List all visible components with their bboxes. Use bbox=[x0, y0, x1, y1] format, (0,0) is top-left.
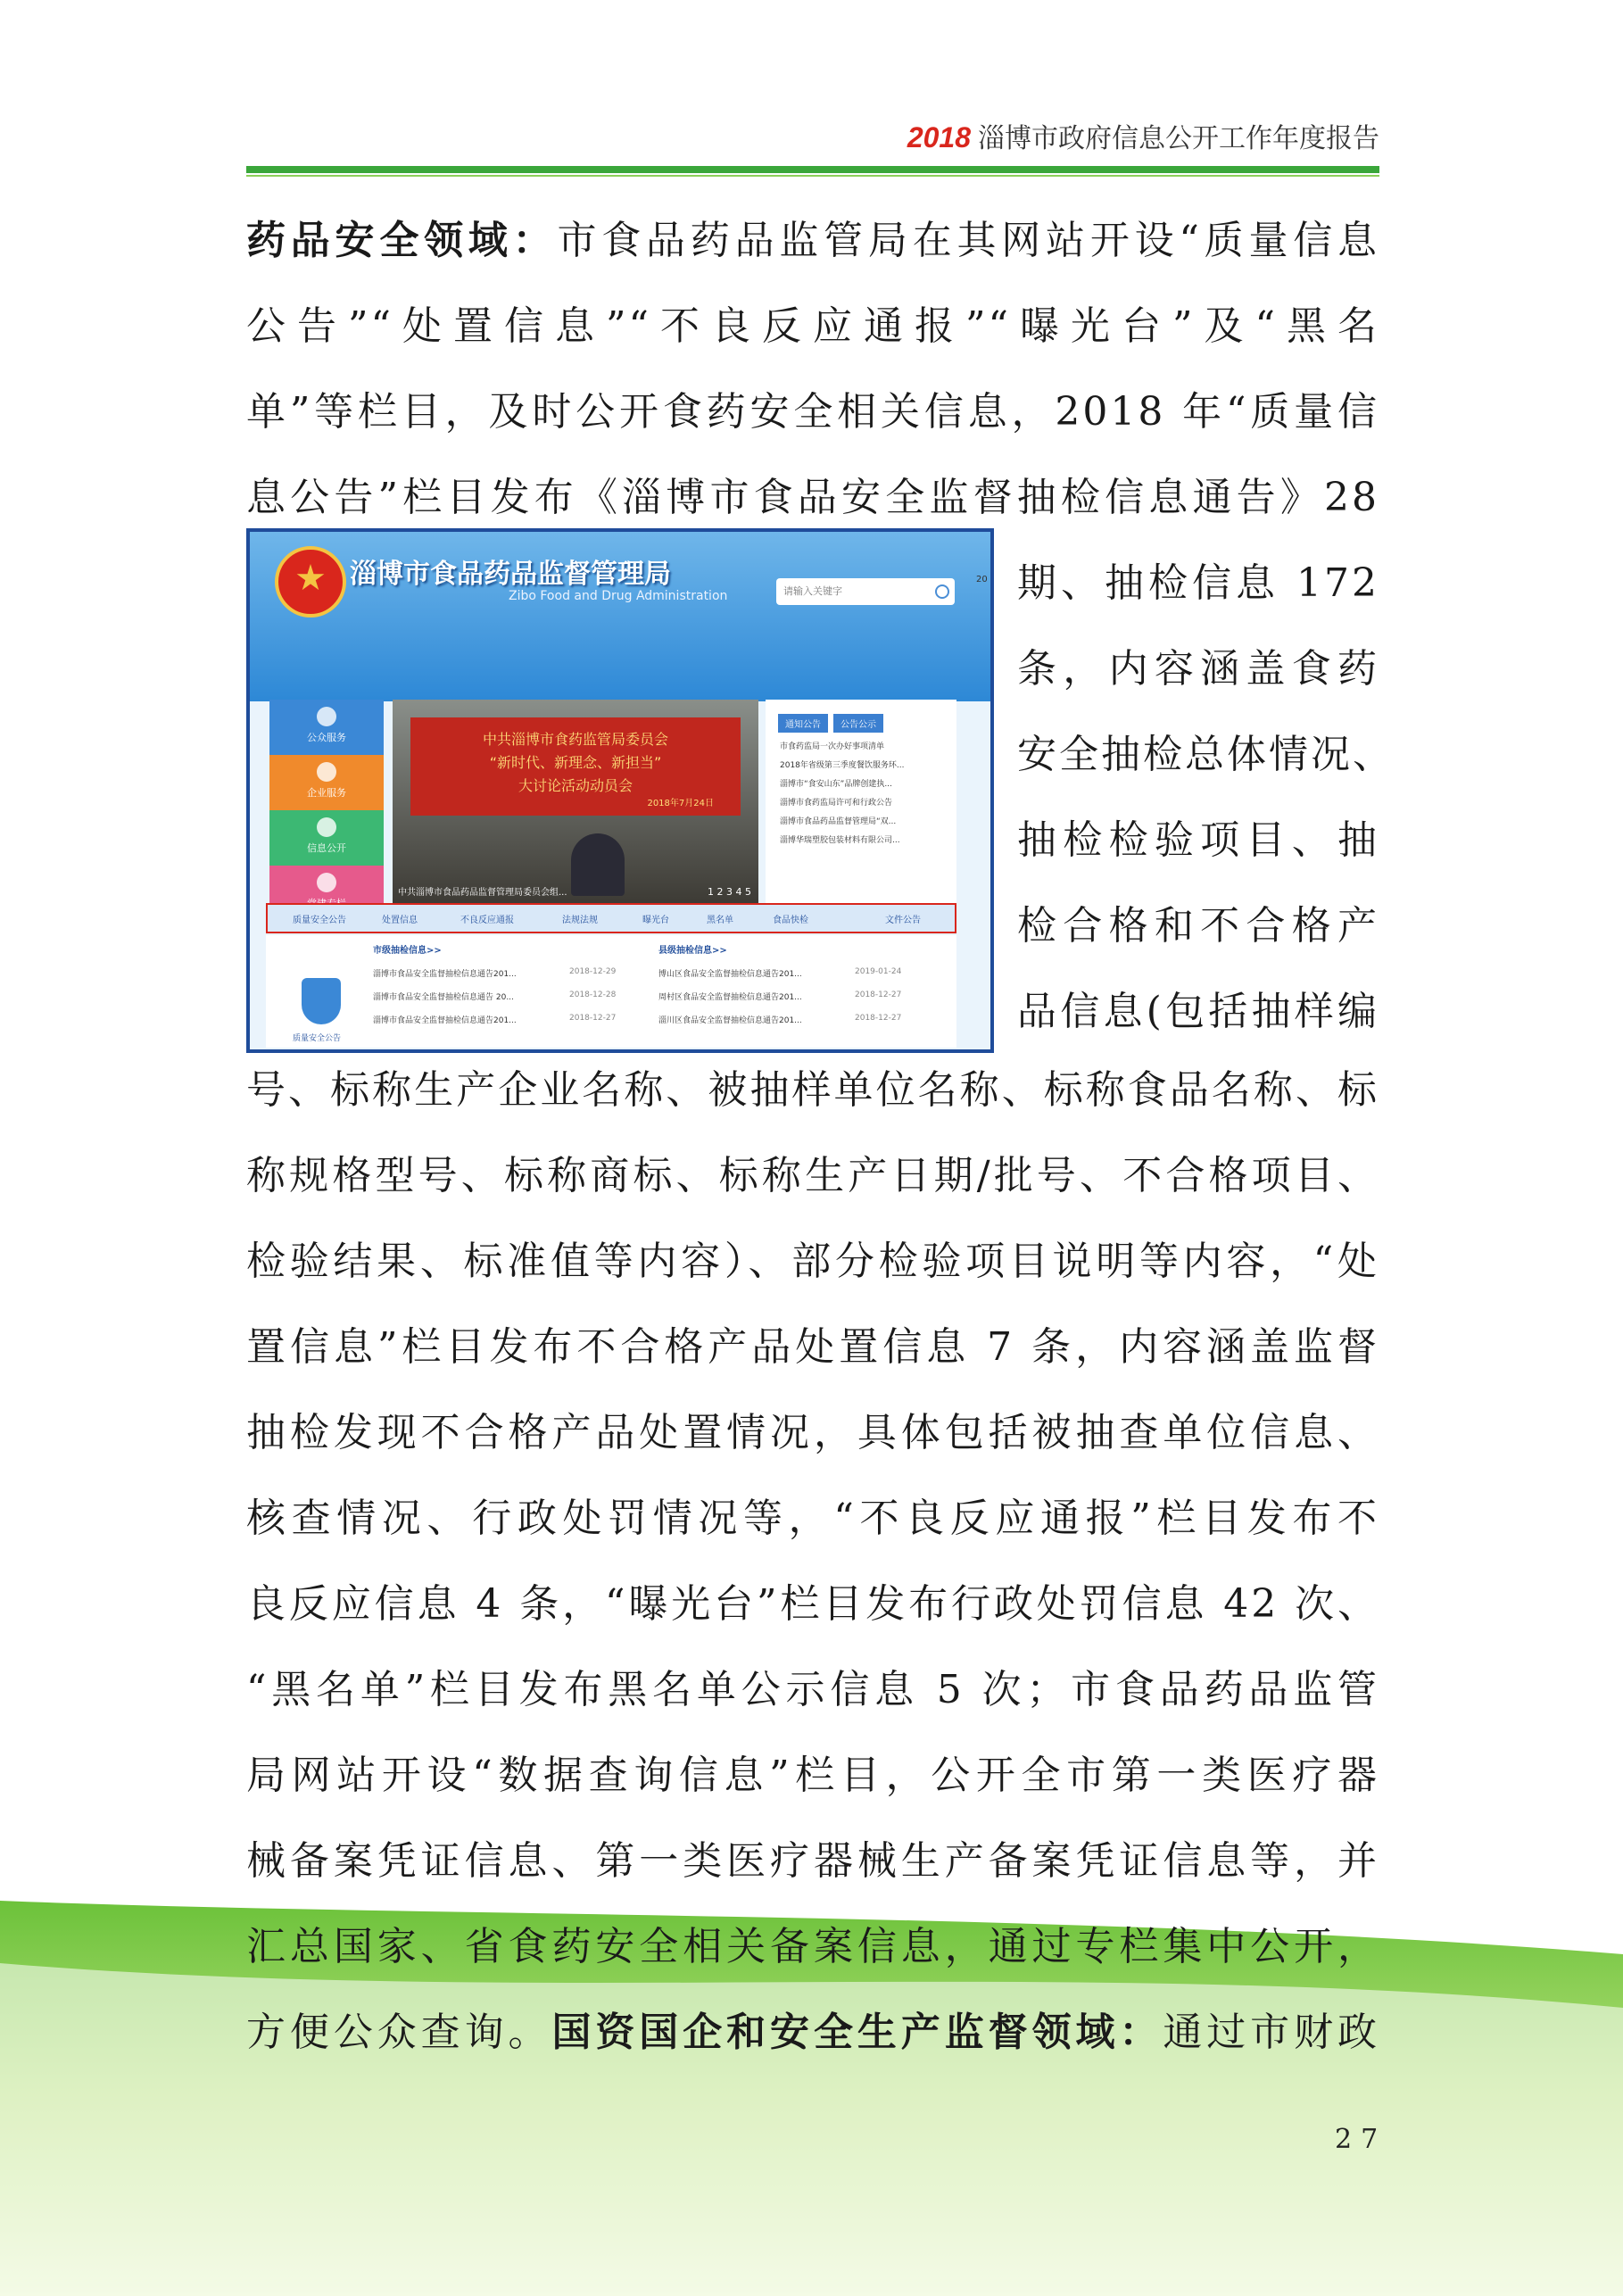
list-item-date: 2018-12-27 bbox=[569, 1014, 617, 1023]
text-line-22-start: 方便公众查询。 bbox=[246, 2010, 552, 2055]
text-line-8: 抽检检验项目、抽 bbox=[1017, 817, 1379, 863]
news-panel bbox=[766, 700, 956, 903]
text-line-6: 条，内容涵盖食药 bbox=[1017, 646, 1379, 692]
text-line-14: 置信息”栏目发布不合格产品处置信息 7 条，内容涵盖监督 bbox=[246, 1324, 1379, 1370]
header-report-title: 淄博市政府信息公开工作年度报告 bbox=[978, 123, 1379, 154]
news-item[interactable]: 2018年省级第三季度餐饮服务环... bbox=[780, 761, 905, 770]
city-sampling-title[interactable]: 市级抽检信息>> bbox=[373, 946, 442, 956]
section-lead-state-assets: 国资国企和安全生产监督领域： bbox=[551, 2010, 1163, 2055]
side-menu-label: 公众服务 bbox=[307, 732, 346, 743]
header-rule bbox=[246, 166, 1379, 173]
news-item[interactable]: 淄博华瑞塑胶包装材料有限公司... bbox=[780, 836, 900, 845]
tab-notices[interactable]: 通知公告 bbox=[778, 714, 828, 733]
tab-adverse-reaction[interactable]: 不良反应通报 bbox=[460, 916, 514, 925]
banner-line-3: 大讨论活动动员会 bbox=[518, 777, 633, 794]
banner-date: 2018年7月24日 bbox=[647, 799, 714, 808]
header-year: 2018 bbox=[907, 121, 971, 153]
text-line-17: 良反应信息 4 条，“曝光台”栏目发布行政处罚信息 42 次、 bbox=[246, 1581, 1379, 1627]
list-item-date: 2018-12-27 bbox=[855, 1014, 902, 1023]
tab-quality-notice[interactable]: 质量安全公告 bbox=[293, 916, 346, 925]
building-icon bbox=[317, 762, 336, 782]
text-line-16: 核查情况、行政处罚情况等，“不良反应通报”栏目发布不 bbox=[246, 1496, 1379, 1541]
cutoff-text: 20 bbox=[976, 575, 988, 584]
video-slider[interactable] bbox=[393, 700, 758, 903]
text-line-13: 检验结果、标准值等内容）、部分检验项目说明等内容，“处 bbox=[246, 1239, 1379, 1284]
news-item[interactable]: 市食药监局一次办好事项清单 bbox=[780, 742, 885, 751]
section-lead-drug-safety: 药品安全领域： bbox=[246, 218, 558, 263]
text-line-4: 息公告”栏目发布《淄博市食品安全监督抽检信息通告》28 bbox=[246, 475, 1379, 520]
text-line-12: 称规格型号、标称商标、标称生产日期/批号、不合格项目、 bbox=[246, 1153, 1379, 1198]
speaker-figure bbox=[571, 833, 625, 896]
list-item[interactable]: 淄博市食品安全监督抽检信息通告 20... bbox=[373, 993, 514, 1002]
text-line-7: 安全抽检总体情况、 bbox=[1017, 732, 1395, 777]
list-item[interactable]: 博山区食品安全监督抽检信息通告201... bbox=[658, 970, 802, 979]
list-item-date: 2018-12-28 bbox=[569, 991, 617, 999]
text-line-19: 局网站开设“数据查询信息”栏目，公开全市第一类医疗器 bbox=[246, 1753, 1379, 1798]
list-item[interactable]: 淄博市食品安全监督抽检信息通告201... bbox=[373, 1016, 517, 1025]
police-emblem-icon bbox=[275, 546, 346, 618]
tab-disposal[interactable]: 处置信息 bbox=[382, 916, 418, 925]
shield-plus-icon bbox=[302, 978, 341, 1024]
meeting-banner bbox=[410, 717, 741, 816]
news-item[interactable]: 淄博市食药监局许可和行政公告 bbox=[780, 799, 893, 808]
side-menu-label: 信息公开 bbox=[307, 842, 346, 854]
text-line-18: “黑名单”栏目发布黑名单公示信息 5 次；市食品药品监管 bbox=[246, 1667, 1379, 1712]
column-tabs bbox=[266, 903, 956, 933]
video-caption: 中共淄博市食品药品监督管理局委员会组... bbox=[398, 888, 567, 898]
list-item[interactable]: 淄博市食品安全监督抽检信息通告201... bbox=[373, 970, 517, 979]
site-title: 淄博市食品药品监督管理局 bbox=[350, 559, 671, 590]
side-menu-info[interactable] bbox=[269, 810, 384, 866]
text-line-10: 品信息(包括抽样编 bbox=[1017, 989, 1379, 1034]
search-placeholder: 请输入关键字 bbox=[783, 585, 842, 597]
list-item-date: 2018-12-27 bbox=[855, 991, 902, 999]
flag-icon bbox=[317, 873, 336, 892]
page-header bbox=[246, 116, 1379, 157]
text-line-2: 公告”“处置信息”“不良反应通报”“曝光台”及“黑名 bbox=[246, 303, 1379, 349]
county-sampling-title[interactable]: 县级抽检信息>> bbox=[658, 946, 727, 956]
news-item[interactable]: 淄博市食品药品监督管理局“双... bbox=[780, 817, 897, 826]
text-line-15: 抽检发现不合格产品处置情况，具体包括被抽查单位信息、 bbox=[246, 1410, 1379, 1455]
text-line-20: 械备案凭证信息、第一类医疗器械生产备案凭证信息等，并 bbox=[246, 1838, 1379, 1884]
text-line-3: 单”等栏目，及时公开食药安全相关信息，2018 年“质量信 bbox=[246, 389, 1379, 435]
tab-regulations[interactable]: 法规法规 bbox=[562, 916, 598, 925]
info-icon bbox=[317, 817, 336, 837]
news-item[interactable]: 淄博市“食安山东”品牌创建执... bbox=[780, 780, 892, 789]
side-menu-label: 企业服务 bbox=[307, 787, 346, 799]
tab-exposure[interactable]: 曝光台 bbox=[642, 916, 669, 925]
site-subtitle: Zibo Food and Drug Administration bbox=[509, 589, 728, 603]
tab-blacklist[interactable]: 黑名单 bbox=[707, 916, 733, 925]
side-menu-enterprise[interactable] bbox=[269, 755, 384, 810]
person-icon bbox=[317, 707, 336, 726]
site-search-input[interactable] bbox=[776, 578, 955, 605]
header-title bbox=[907, 116, 1379, 155]
sampling-lists bbox=[266, 935, 956, 1048]
list-item-date: 2018-12-29 bbox=[569, 967, 617, 976]
text-line-1-body: 市食品药品监管局在其网站开设“质量信息 bbox=[557, 218, 1380, 263]
slider-pager[interactable]: 1 2 3 4 5 bbox=[708, 886, 751, 898]
banner-line-1: 中共淄博市食药监管局委员会 bbox=[482, 731, 668, 748]
text-line-1 bbox=[246, 198, 1379, 284]
tab-quick-test[interactable]: 食品快检 bbox=[773, 916, 808, 925]
header-rule-light bbox=[246, 175, 1379, 177]
website-screenshot bbox=[246, 528, 994, 1053]
tab-announcements[interactable]: 公告公示 bbox=[833, 714, 883, 733]
side-menu-public[interactable] bbox=[269, 700, 384, 755]
list-item[interactable]: 淄川区食品安全监督抽检信息通告201... bbox=[658, 1016, 802, 1025]
search-icon[interactable] bbox=[935, 584, 949, 599]
shield-label: 质量安全公告 bbox=[293, 1034, 342, 1043]
text-line-22-end: 通过市财政 bbox=[1163, 2010, 1380, 2055]
banner-line-2: “新时代、新理念、新担当” bbox=[489, 754, 662, 771]
text-line-22 bbox=[246, 1990, 1379, 2076]
list-item-date: 2019-01-24 bbox=[855, 967, 902, 976]
list-item[interactable]: 周村区食品安全监督抽检信息通告201... bbox=[658, 993, 802, 1002]
text-line-11: 号、标称生产企业名称、被抽样单位名称、标称食品名称、标 bbox=[246, 1067, 1379, 1113]
text-line-9: 检合格和不合格产 bbox=[1017, 903, 1379, 949]
tab-documents[interactable]: 文件公告 bbox=[885, 916, 921, 925]
text-line-21: 汇总国家、省食药安全相关备案信息，通过专栏集中公开， bbox=[246, 1924, 1379, 1969]
page-number: 27 bbox=[1335, 2124, 1387, 2155]
text-line-5: 期、抽检信息 172 bbox=[1017, 560, 1379, 606]
